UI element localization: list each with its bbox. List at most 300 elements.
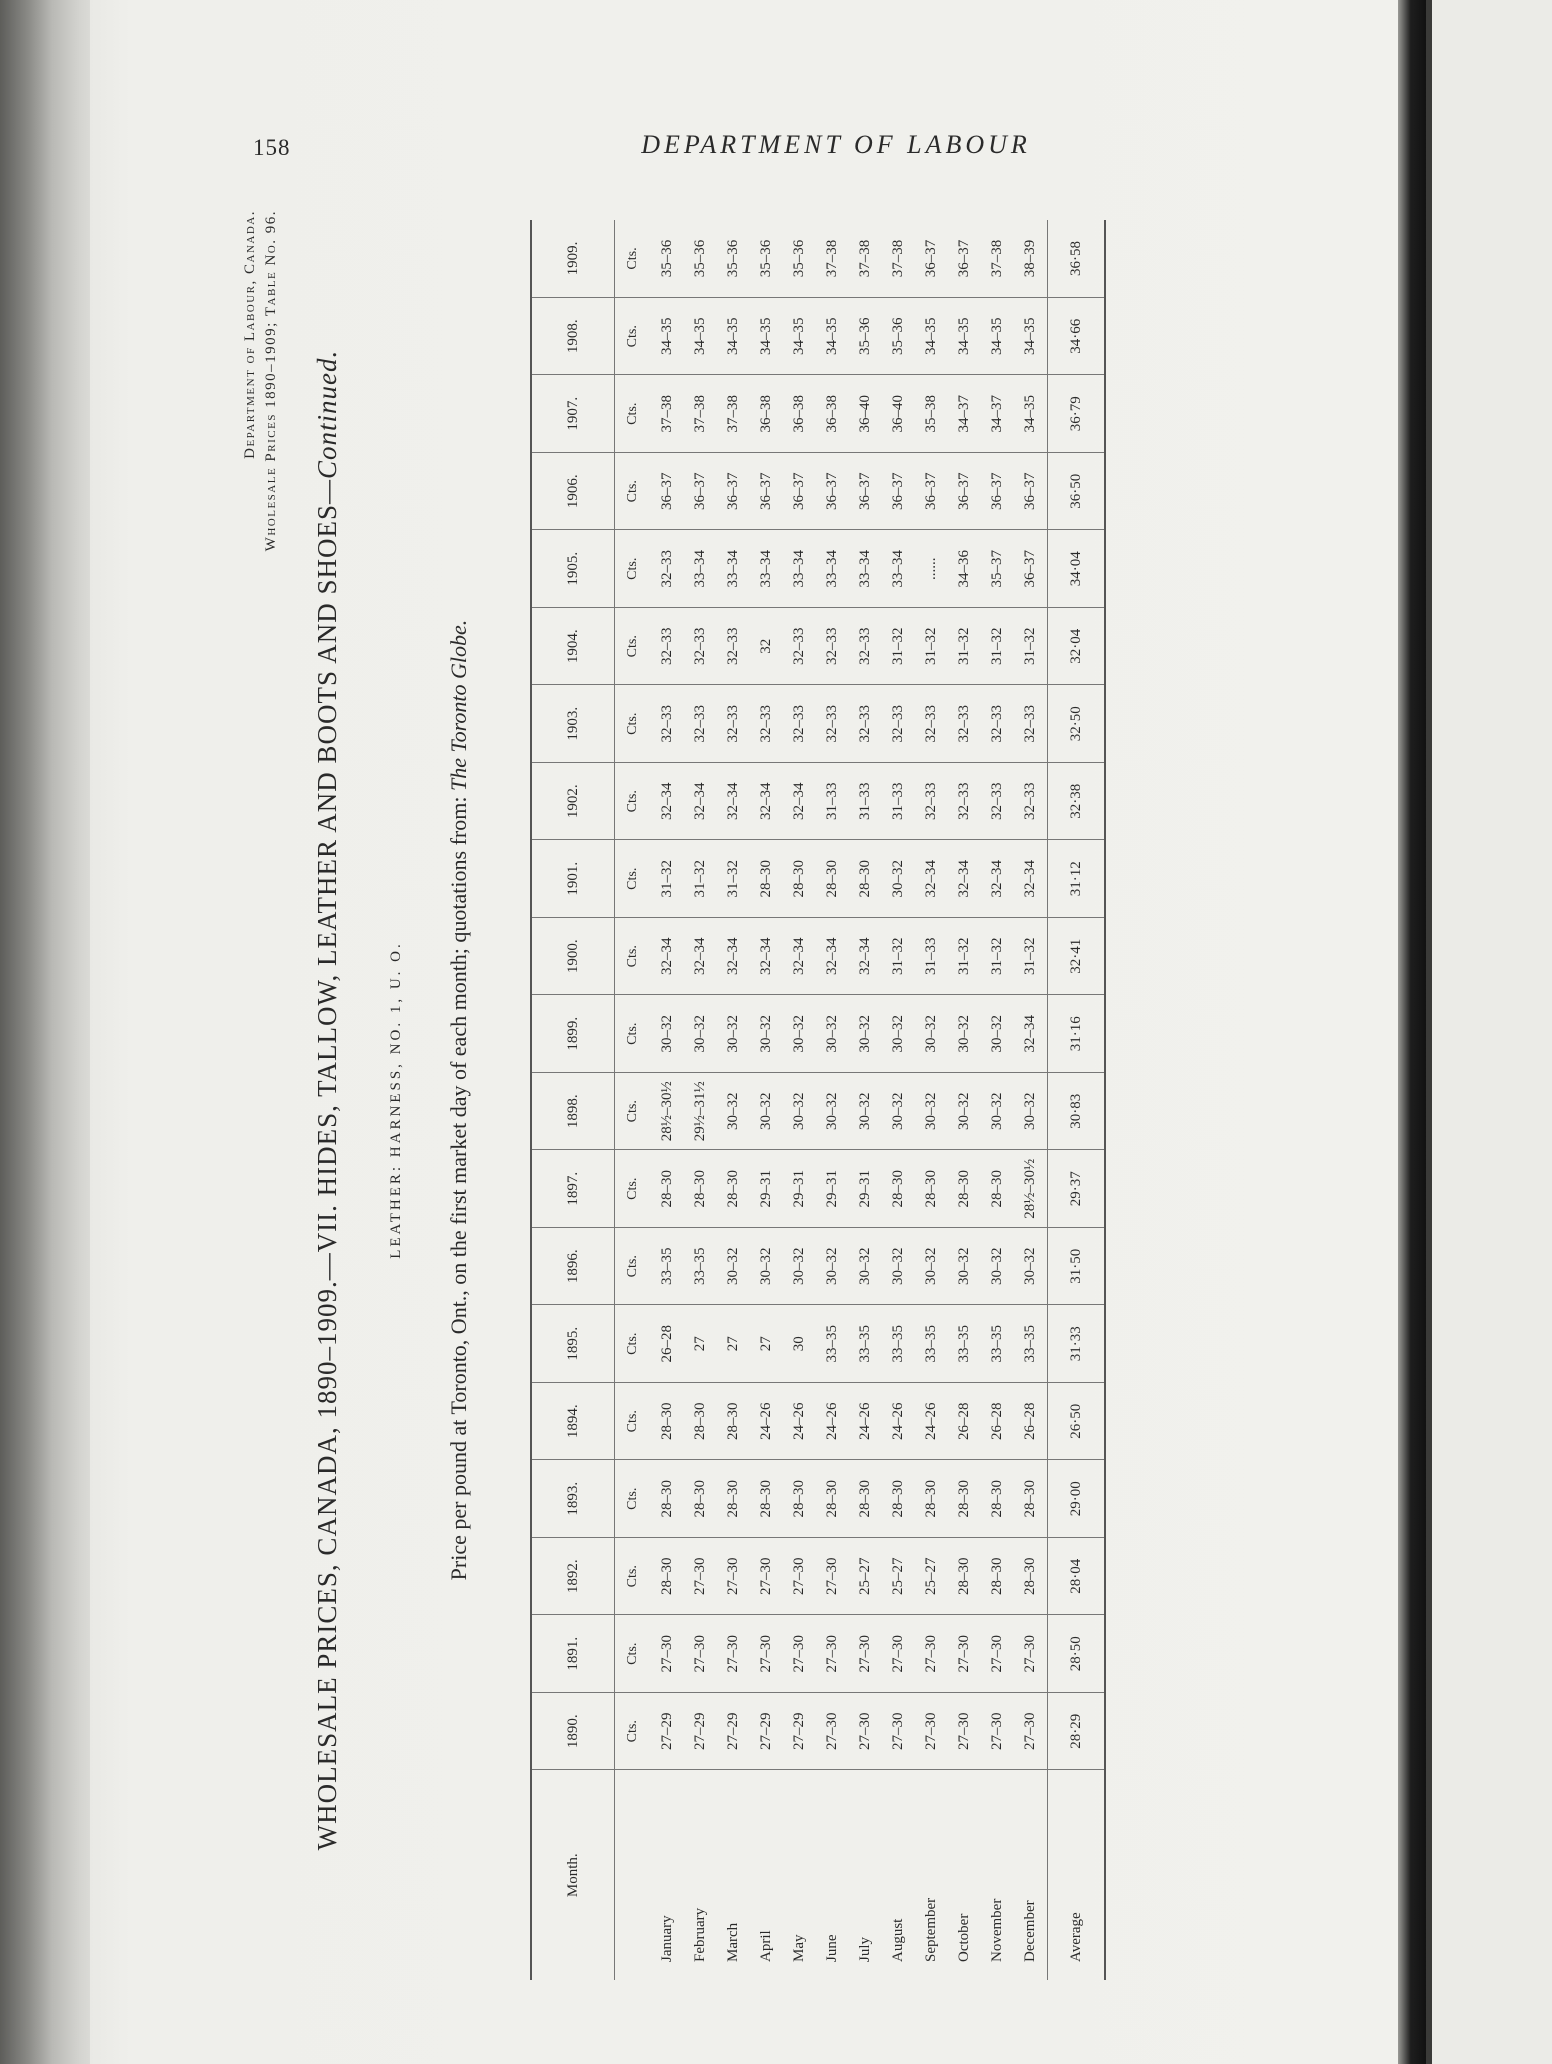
price-cell: 29–31 (783, 1150, 816, 1228)
table-row (981, 220, 1014, 1980)
price-cell: 35–36 (849, 298, 882, 376)
price-cell: 34–35 (717, 298, 750, 376)
price-cell: 27 (684, 1305, 717, 1383)
price-cell: 31–32 (1014, 608, 1048, 686)
month-cell (684, 1770, 717, 1980)
month-cell (981, 1770, 1014, 1980)
price-cell: 36–37 (651, 453, 684, 531)
price-cell: 31–32 (684, 840, 717, 918)
price-cell: 32–34 (981, 840, 1014, 918)
year-header: 1903. (531, 685, 615, 763)
month-label: May (791, 1934, 807, 1962)
year-header: 1890. (531, 1693, 615, 1771)
price-cell: 28–30 (651, 1538, 684, 1616)
price-cell: 32–34 (948, 840, 981, 918)
price-cell: 28–30 (981, 1538, 1014, 1616)
price-cell: 28–30 (948, 1150, 981, 1228)
month-label: June (824, 1934, 840, 1962)
price-cell: 28–30 (849, 840, 882, 918)
price-cell: 27–30 (882, 1693, 915, 1771)
page-gutter (1398, 0, 1426, 2064)
price-cell: 34–37 (981, 375, 1014, 453)
average-cell: 31·12 (1048, 840, 1106, 918)
price-cell: 30–32 (882, 995, 915, 1073)
price-cell: 27–30 (849, 1615, 882, 1693)
average-cell: 30·83 (1048, 1073, 1106, 1151)
price-cell: 32–34 (783, 918, 816, 996)
price-cell: 27–30 (816, 1538, 849, 1616)
price-cell: 36–37 (783, 453, 816, 531)
unit-label: Cts. (615, 1460, 652, 1538)
price-cell: 27 (717, 1305, 750, 1383)
price-cell: 33–35 (1014, 1305, 1048, 1383)
price-cell: 32–34 (750, 918, 783, 996)
month-cell (882, 1770, 915, 1980)
average-cell: 32·50 (1048, 685, 1106, 763)
price-cell: 27–30 (1014, 1615, 1048, 1693)
month-cell (915, 1770, 948, 1980)
price-cell: 37–38 (882, 220, 915, 298)
average-cell: 34·04 (1048, 530, 1106, 608)
table-title (312, 210, 343, 1990)
price-cell: 30–32 (849, 1073, 882, 1151)
unit-label: Cts. (615, 918, 652, 996)
source-text: Price per pound at Toronto, Ont., on the first market day of each month; quotations from: (446, 796, 471, 1581)
year-header: 1909. (531, 220, 615, 298)
price-cell: 28–30 (1014, 1460, 1048, 1538)
price-cell: 33–35 (651, 1228, 684, 1306)
price-cell: 37–38 (684, 375, 717, 453)
year-header: 1896. (531, 1228, 615, 1306)
average-label: Average (1048, 1770, 1106, 1980)
average-cell: 36·58 (1048, 220, 1106, 298)
average-cell: 32·04 (1048, 608, 1106, 686)
price-cell: 28–30 (816, 840, 849, 918)
price-cell: 31–33 (816, 763, 849, 841)
price-cell: 30–32 (948, 1073, 981, 1151)
price-cell: 27–30 (684, 1538, 717, 1616)
average-row (1048, 220, 1106, 1980)
month-cell (651, 1770, 684, 1980)
table-row (948, 220, 981, 1980)
price-cell: 34–35 (1014, 375, 1048, 453)
year-header: 1902. (531, 763, 615, 841)
price-cell: 34–35 (684, 298, 717, 376)
price-cell: 36–37 (684, 453, 717, 531)
price-cell: 30–32 (1014, 1073, 1048, 1151)
price-cell: 26–28 (651, 1305, 684, 1383)
price-cell: 32–33 (684, 608, 717, 686)
table-row (816, 220, 849, 1980)
average-cell: 32·38 (1048, 763, 1106, 841)
price-cell: 30–32 (948, 1228, 981, 1306)
price-cell: 36–37 (816, 453, 849, 531)
price-cell: 27–30 (750, 1538, 783, 1616)
price-cell: 28–30 (717, 1150, 750, 1228)
price-cell: 24–26 (882, 1383, 915, 1461)
rotated-table-page (240, 210, 1390, 1990)
average-cell: 29·00 (1048, 1460, 1106, 1538)
year-header: 1892. (531, 1538, 615, 1616)
price-cell: 33–34 (816, 530, 849, 608)
average-cell: 34·66 (1048, 298, 1106, 376)
year-header: 1891. (531, 1615, 615, 1693)
price-cell: 37–38 (717, 375, 750, 453)
month-label: March (725, 1922, 741, 1962)
price-cell: 30–32 (717, 1228, 750, 1306)
price-cell: 27–30 (783, 1615, 816, 1693)
price-cell: 25–27 (882, 1538, 915, 1616)
price-cell: 34–35 (981, 298, 1014, 376)
source-name: The Toronto Globe. (446, 619, 471, 792)
price-cell: 36–37 (849, 453, 882, 531)
month-label: October (956, 1913, 972, 1962)
price-cell: 34–35 (750, 298, 783, 376)
price-cell: 32–33 (915, 685, 948, 763)
table-row (915, 220, 948, 1980)
price-cell: 28–30 (651, 1460, 684, 1538)
average-cell: 26·50 (1048, 1383, 1106, 1461)
price-cell: 30–32 (783, 1228, 816, 1306)
table-row (1014, 220, 1048, 1980)
price-cell: 29–31 (816, 1150, 849, 1228)
price-cell: 30–32 (816, 995, 849, 1073)
price-cell: 35–38 (915, 375, 948, 453)
price-cell: 32–33 (948, 763, 981, 841)
average-cell: 28·29 (1048, 1693, 1106, 1771)
average-cell: 31·50 (1048, 1228, 1106, 1306)
price-cell: 36–38 (750, 375, 783, 453)
price-cell: 26–28 (1014, 1383, 1048, 1461)
price-cell: 32–33 (783, 608, 816, 686)
month-cell (750, 1770, 783, 1980)
price-cell: 30–32 (651, 995, 684, 1073)
price-cell: 28–30 (882, 1460, 915, 1538)
table-row (849, 220, 882, 1980)
price-cell: 27–30 (816, 1693, 849, 1771)
price-cell: 30–32 (717, 995, 750, 1073)
price-cell: 28–30 (849, 1460, 882, 1538)
price-cell: 33–35 (816, 1305, 849, 1383)
unit-label: Cts. (615, 840, 652, 918)
price-cell: 31–32 (915, 608, 948, 686)
price-cell: 30–32 (882, 1228, 915, 1306)
unit-label: Cts. (615, 298, 652, 376)
price-cell: 30–32 (981, 1228, 1014, 1306)
unit-label: Cts. (615, 1615, 652, 1693)
price-cell: 32–34 (816, 918, 849, 996)
price-cell: 32–33 (684, 685, 717, 763)
price-cell: 32–33 (849, 685, 882, 763)
unit-blank (615, 1770, 652, 1980)
price-cell: 36–40 (882, 375, 915, 453)
average-cell: 31·16 (1048, 995, 1106, 1073)
price-cell: 31–32 (882, 918, 915, 996)
month-cell (849, 1770, 882, 1980)
unit-label: Cts. (615, 1383, 652, 1461)
average-cell: 36·50 (1048, 453, 1106, 531)
header-line-2: Wholesale Prices 1890–1909; Table No. 96. (263, 210, 279, 552)
price-cell: 32–34 (684, 763, 717, 841)
year-header: 1893. (531, 1460, 615, 1538)
month-label: February (692, 1907, 708, 1962)
price-cell: 28–30 (948, 1460, 981, 1538)
title-text: WHOLESALE PRICES, CANADA, 1890–1909.—VII. HIDES, TALLOW, LEATHER AND BOOTS AND SHOES (312, 503, 342, 1851)
price-cell: 27–29 (717, 1693, 750, 1771)
price-cell: 33–34 (717, 530, 750, 608)
price-cell: 31–32 (981, 918, 1014, 996)
price-cell: 27–30 (783, 1538, 816, 1616)
price-cell: 32–33 (915, 763, 948, 841)
price-cell: 27 (750, 1305, 783, 1383)
year-header: 1906. (531, 453, 615, 531)
price-cell: 31–32 (882, 608, 915, 686)
price-cell: 36–37 (948, 220, 981, 298)
price-cell: 28½–30½ (651, 1073, 684, 1151)
unit-label: Cts. (615, 1228, 652, 1306)
year-header: 1899. (531, 995, 615, 1073)
price-cell: 28–30 (651, 1150, 684, 1228)
price-cell: 25–27 (915, 1538, 948, 1616)
price-cell: 36–37 (981, 453, 1014, 531)
price-cell: 29–31 (849, 1150, 882, 1228)
price-cell: 29–31 (750, 1150, 783, 1228)
average-cell: 28·04 (1048, 1538, 1106, 1616)
price-cell: ...... (915, 530, 948, 608)
price-cell: 32–33 (651, 530, 684, 608)
price-cell: 27–30 (651, 1615, 684, 1693)
price-cell: 35–36 (651, 220, 684, 298)
month-cell (1014, 1770, 1048, 1980)
price-cell: 36–40 (849, 375, 882, 453)
price-cell: 28–30 (948, 1538, 981, 1616)
price-cell: 32–34 (651, 918, 684, 996)
unit-label: Cts. (615, 220, 652, 298)
month-cell (717, 1770, 750, 1980)
month-label: January (659, 1915, 675, 1962)
price-cell: 28–30 (717, 1460, 750, 1538)
unit-label: Cts. (615, 1693, 652, 1771)
year-header: 1898. (531, 1073, 615, 1151)
month-label: November (989, 1898, 1005, 1962)
price-cell: 27–30 (717, 1538, 750, 1616)
price-cell: 27–29 (783, 1693, 816, 1771)
price-cell: 28–30 (684, 1383, 717, 1461)
month-label: December (1022, 1900, 1038, 1962)
price-cell: 24–26 (750, 1383, 783, 1461)
price-cell: 27–29 (651, 1693, 684, 1771)
unit-label: Cts. (615, 995, 652, 1073)
price-cell: 27–30 (684, 1615, 717, 1693)
price-cell: 27–30 (750, 1615, 783, 1693)
price-cell: 30–32 (750, 1073, 783, 1151)
price-cell: 27–29 (684, 1693, 717, 1771)
price-cell: 32–33 (750, 685, 783, 763)
price-cell: 32–33 (651, 685, 684, 763)
price-cell: 25–27 (849, 1538, 882, 1616)
price-cell: 34–35 (948, 298, 981, 376)
month-label: September (923, 1897, 939, 1962)
price-cell: 30–32 (882, 840, 915, 918)
price-cell: 27–30 (816, 1615, 849, 1693)
year-header: 1907. (531, 375, 615, 453)
price-cell: 33–35 (948, 1305, 981, 1383)
price-cell: 33–34 (750, 530, 783, 608)
price-cell: 27–29 (750, 1693, 783, 1771)
price-cell: 32–33 (849, 608, 882, 686)
price-cell: 31–32 (948, 608, 981, 686)
price-cell: 24–26 (783, 1383, 816, 1461)
price-cell: 28–30 (1014, 1538, 1048, 1616)
price-cell: 35–36 (717, 220, 750, 298)
price-cell: 31–32 (981, 608, 1014, 686)
price-cell: 29½–31½ (684, 1073, 717, 1151)
price-cell: 27–30 (981, 1693, 1014, 1771)
price-cell: 36–37 (1014, 530, 1048, 608)
price-cell: 36–37 (948, 453, 981, 531)
price-cell: 34–35 (651, 298, 684, 376)
price-cell: 27–30 (882, 1615, 915, 1693)
price-cell: 32–34 (717, 763, 750, 841)
table-header-reference (240, 210, 282, 551)
price-cell: 31–32 (948, 918, 981, 996)
average-cell: 32·41 (1048, 918, 1106, 996)
price-cell: 36–37 (915, 220, 948, 298)
price-cell: 32–33 (717, 608, 750, 686)
price-cell: 30–32 (882, 1073, 915, 1151)
price-cell: 32–34 (651, 763, 684, 841)
price-cell: 37–38 (981, 220, 1014, 298)
month-column-header: Month. (531, 1770, 615, 1980)
price-cell: 32–33 (981, 685, 1014, 763)
price-cell: 30–32 (1014, 1228, 1048, 1306)
price-cell: 36–37 (750, 453, 783, 531)
price-cell: 28–30 (915, 1150, 948, 1228)
price-cell: 33–34 (882, 530, 915, 608)
price-cell: 30–32 (849, 1228, 882, 1306)
table-row (651, 220, 684, 1980)
unit-label: Cts. (615, 453, 652, 531)
table-subtitle: LEATHER: HARNESS, NO. 1, U. O. (388, 941, 404, 1259)
price-cell: 32 (750, 608, 783, 686)
price-cell: 33–35 (882, 1305, 915, 1383)
price-cell: 35–36 (783, 220, 816, 298)
price-cell: 27–30 (915, 1693, 948, 1771)
price-cell: 30–32 (849, 995, 882, 1073)
price-cell: 32–33 (882, 685, 915, 763)
price-cell: 30–32 (684, 995, 717, 1073)
price-cell: 32–33 (717, 685, 750, 763)
price-cell: 37–38 (849, 220, 882, 298)
title-continued: —Continued. (312, 349, 342, 504)
price-cell: 32–33 (1014, 685, 1048, 763)
average-cell: 36·79 (1048, 375, 1106, 453)
price-cell: 30–32 (783, 1073, 816, 1151)
price-cell: 30–32 (915, 1073, 948, 1151)
price-cell: 24–26 (849, 1383, 882, 1461)
table-row (750, 220, 783, 1980)
price-cell: 32–33 (816, 685, 849, 763)
price-cell: 27–30 (915, 1615, 948, 1693)
month-label: April (758, 1930, 774, 1962)
price-cell: 26–28 (981, 1383, 1014, 1461)
price-cell: 27–30 (981, 1615, 1014, 1693)
price-cell: 34–36 (948, 530, 981, 608)
price-cell: 31–32 (651, 840, 684, 918)
price-cell: 28–30 (750, 1460, 783, 1538)
year-header: 1897. (531, 1150, 615, 1228)
unit-label: Cts. (615, 1073, 652, 1151)
price-cell: 30–32 (816, 1228, 849, 1306)
month-label: August (890, 1918, 906, 1962)
price-cell: 33–35 (981, 1305, 1014, 1383)
page-number: 158 (253, 135, 291, 160)
month-label: July (857, 1936, 873, 1962)
price-cell: 34–35 (1014, 298, 1048, 376)
price-cell: 33–34 (783, 530, 816, 608)
price-cell: 30–32 (981, 1073, 1014, 1151)
price-cell: 32–34 (684, 918, 717, 996)
price-cell: 27–30 (948, 1693, 981, 1771)
price-cell: 24–26 (816, 1383, 849, 1461)
price-cell: 30–32 (948, 995, 981, 1073)
price-cell: 32–34 (1014, 995, 1048, 1073)
next-page-edge (1426, 0, 1552, 2064)
price-cell: 36–37 (1014, 453, 1048, 531)
price-cell: 27–30 (717, 1615, 750, 1693)
price-cell: 28–30 (915, 1460, 948, 1538)
table-body (651, 220, 1105, 1980)
price-cell: 27–30 (948, 1615, 981, 1693)
price-cell: 30 (783, 1305, 816, 1383)
price-cell: 32–34 (1014, 840, 1048, 918)
price-cell: 33–35 (915, 1305, 948, 1383)
price-cell: 35–36 (750, 220, 783, 298)
price-cell: 31–33 (915, 918, 948, 996)
price-cell: 36–38 (783, 375, 816, 453)
price-cell: 30–32 (750, 1228, 783, 1306)
table-row (717, 220, 750, 1980)
unit-label: Cts. (615, 1538, 652, 1616)
unit-label: Cts. (615, 1150, 652, 1228)
price-cell: 32–33 (981, 763, 1014, 841)
price-cell: 34–35 (816, 298, 849, 376)
price-cell: 34–37 (948, 375, 981, 453)
price-cell: 27–30 (849, 1693, 882, 1771)
table-row (783, 220, 816, 1980)
average-cell: 29·37 (1048, 1150, 1106, 1228)
price-cell: 30–32 (915, 1228, 948, 1306)
price-cell: 28–30 (981, 1150, 1014, 1228)
average-cell: 28·50 (1048, 1615, 1106, 1693)
year-header-row (531, 220, 615, 1980)
price-cell: 35–37 (981, 530, 1014, 608)
year-header: 1904. (531, 608, 615, 686)
price-cell: 32–34 (849, 918, 882, 996)
price-cell: 31–32 (717, 840, 750, 918)
month-cell (816, 1770, 849, 1980)
price-cell: 28–30 (750, 840, 783, 918)
price-cell: 28½–30½ (1014, 1150, 1048, 1228)
price-cell: 27–30 (1014, 1693, 1048, 1771)
price-cell: 24–26 (915, 1383, 948, 1461)
month-cell (948, 1770, 981, 1980)
price-cell: 31–33 (882, 763, 915, 841)
unit-label: Cts. (615, 1305, 652, 1383)
price-cell: 30–32 (717, 1073, 750, 1151)
price-cell: 37–38 (651, 375, 684, 453)
price-cell: 26–28 (948, 1383, 981, 1461)
